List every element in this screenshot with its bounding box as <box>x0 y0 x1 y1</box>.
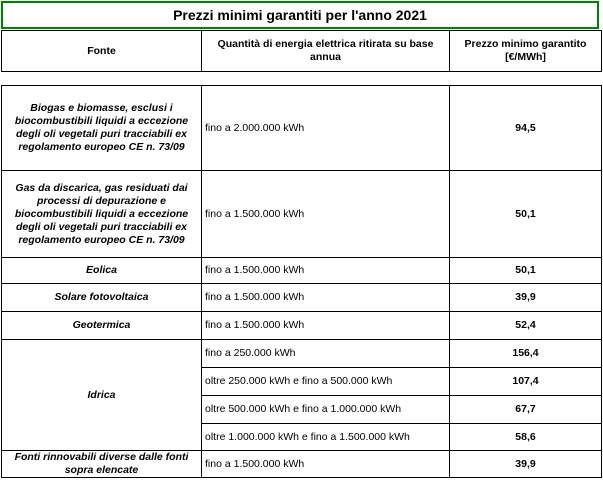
quantity-cell: fino a 1.500.000 kWh <box>202 312 450 340</box>
source-cell: Geotermica <box>2 312 202 340</box>
price-cell: 50,1 <box>450 171 602 258</box>
spacer-cell <box>450 72 602 86</box>
price-cell: 67,7 <box>450 396 602 424</box>
price-table <box>1 30 602 478</box>
price-cell: 52,4 <box>450 312 602 340</box>
quantity-cell: fino a 1.500.000 kWh <box>202 284 450 312</box>
quantity-cell: oltre 500.000 kWh e fino a 1.000.000 kWh <box>202 396 450 424</box>
quantity-cell: fino a 1.500.000 kWh <box>202 258 450 284</box>
header-quantita: Quantità di energia elettrica ritirata su base annua <box>202 31 450 72</box>
quantity-cell: fino a 2.000.000 kWh <box>202 86 450 171</box>
price-cell: 50,1 <box>450 258 602 284</box>
price-cell: 39,9 <box>450 284 602 312</box>
price-cell: 58,6 <box>450 424 602 451</box>
header-row <box>2 31 602 72</box>
quantity-cell: oltre 1.000.000 kWh e fino a 1.500.000 kWh <box>202 424 450 451</box>
spacer-cell <box>202 72 450 86</box>
table-row <box>2 284 602 312</box>
table-row <box>2 312 602 340</box>
price-cell: 107,4 <box>450 368 602 396</box>
source-cell: Gas da discarica, gas residuati dai processi di depurazione e biocombustibili liquidi a eccezione degli oli vegetali puri tracciabili ex regolamento europeo CE n. 73/09 <box>2 171 202 258</box>
price-cell: 94,5 <box>450 86 602 171</box>
quantity-cell: fino a 250.000 kWh <box>202 340 450 368</box>
source-cell: Solare fotovoltaica <box>2 284 202 312</box>
source-cell: Idrica <box>2 340 202 451</box>
source-cell: Fonti rinnovabili diverse dalle fonti sopra elencate <box>2 451 202 478</box>
table-title: Prezzi minimi garantiti per l'anno 2021 <box>1 1 599 29</box>
table-row <box>2 340 602 368</box>
source-cell: Eolica <box>2 258 202 284</box>
table-row <box>2 171 602 258</box>
spacer-cell <box>2 72 202 86</box>
header-fonte: Fonte <box>2 31 202 72</box>
table-row <box>2 451 602 478</box>
table-row <box>2 86 602 171</box>
spacer-row <box>2 72 602 86</box>
source-cell: Biogas e biomasse, esclusi i biocombustibili liquidi a eccezione degli oli vegetali puri tracciabili ex regolamento europeo CE n. 73/09 <box>2 86 202 171</box>
quantity-cell: fino a 1.500.000 kWh <box>202 171 450 258</box>
price-cell: 39,9 <box>450 451 602 478</box>
quantity-cell: oltre 250.000 kWh e fino a 500.000 kWh <box>202 368 450 396</box>
header-prezzo: Prezzo minimo garantito [€/MWh] <box>450 31 602 72</box>
table-body <box>2 31 602 478</box>
price-cell: 156,4 <box>450 340 602 368</box>
table-row <box>2 258 602 284</box>
quantity-cell: fino a 1.500.000 kWh <box>202 451 450 478</box>
